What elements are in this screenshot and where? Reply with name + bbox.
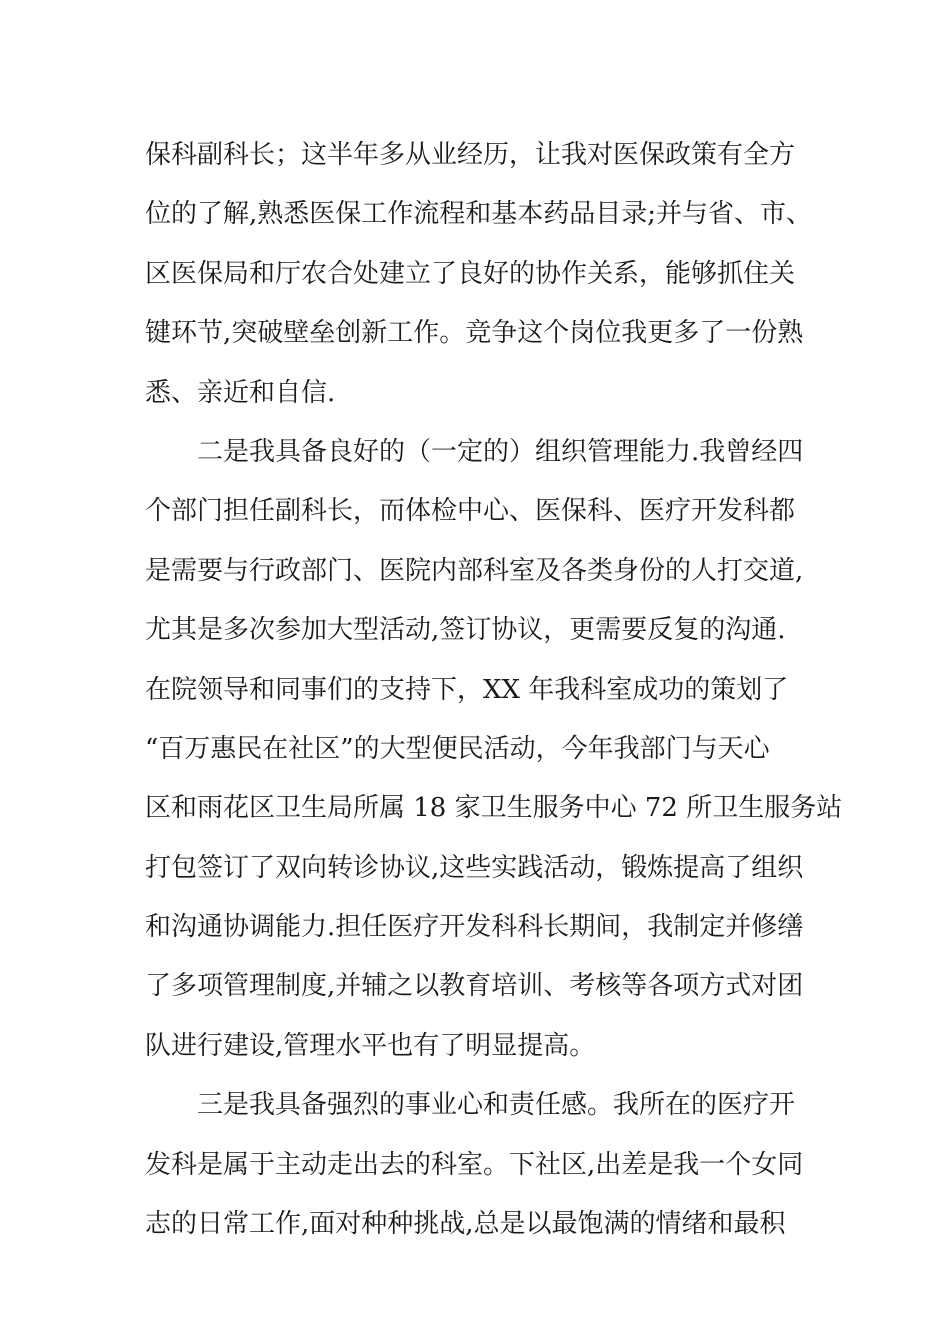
paragraph-3 — [145, 1076, 835, 1254]
text-line: 区医保局和厅农合处建立了良好的协作关系，能够抓住关 — [145, 258, 796, 289]
text-line: 和沟通协调能力.担任医疗开发科科长期间，我制定并修缮 — [145, 912, 804, 943]
body-text — [145, 126, 843, 1254]
text-line: 是需要与行政部门、医院内部科室及各类身份的人打交道, — [145, 555, 804, 586]
text-line: 在院领导和同事们的支持下，XX 年我科室成功的策划了 — [145, 674, 789, 705]
text-line: 保科副科长；这半年多从业经历，让我对医保政策有全方 — [145, 140, 796, 170]
text-line: 悉、亲近和自信. — [145, 377, 336, 408]
text-line: 三是我具备强烈的事业心和责任感。我所在的医疗开 — [145, 1090, 796, 1121]
text-line: “百万惠民在社区”的大型便民活动，今年我部门与天心 — [145, 733, 770, 764]
text-line: 尤其是多次参加大型活动,签订协议，更需要反复的沟通. — [145, 615, 786, 646]
paragraph-1 — [145, 126, 835, 423]
text-line: 队进行建设,管理水平也有了明显提高。 — [145, 1030, 596, 1061]
text-line: 志的日常工作,面对种种挑战,总是以最饱满的情绪和最积 — [145, 1209, 786, 1240]
text-line: 键环节,突破壁垒创新工作。竞争这个岗位我更多了一份熟 — [145, 318, 804, 349]
text-line: 了多项管理制度,并辅之以教育培训、考核等各项方式对团 — [145, 971, 804, 1002]
paragraph-2 — [145, 423, 843, 1076]
text-line: 发科是属于主动走出去的科室。下社区,出差是我一个女同 — [145, 1149, 804, 1180]
text-line: 二是我具备良好的（一定的）组织管理能力.我曾经四 — [145, 436, 804, 467]
text-line: 位的了解,熟悉医保工作流程和基本药品目录;并与省、市、 — [145, 199, 813, 230]
text-line: 打包签订了双向转诊协议,这些实践活动，锻炼提高了组织 — [145, 852, 804, 883]
text-line: 个部门担任副科长，而体检中心、医保科、医疗开发科都 — [145, 496, 796, 527]
text-line: 区和雨花区卫生局所属 18 家卫生服务中心 72 所卫生服务站 — [145, 793, 843, 824]
